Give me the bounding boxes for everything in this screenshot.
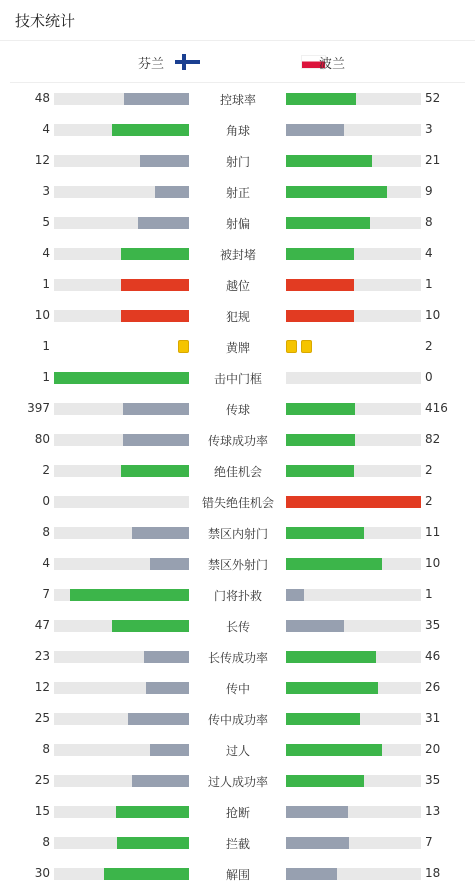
away-bar-track (286, 620, 421, 632)
home-bar-track (54, 527, 189, 539)
stat-label: 传中成功率 (207, 713, 268, 727)
home-bar-fill (116, 806, 189, 818)
home-bar-track (54, 155, 189, 167)
away-bar-fill (286, 806, 348, 818)
stat-row (0, 548, 475, 579)
away-value: 26 (425, 680, 441, 694)
away-bar-track (286, 651, 421, 663)
home-value: 1 (42, 339, 50, 353)
stat-row (0, 858, 475, 889)
home-value: 23 (34, 649, 50, 663)
away-bar-fill (286, 589, 304, 601)
away-value: 82 (425, 432, 441, 446)
stat-label: 抢断 (225, 806, 250, 820)
home-value: 0 (42, 494, 50, 508)
home-bar-fill (123, 403, 189, 415)
home-bar-fill (121, 310, 189, 322)
home-bar-track (54, 465, 189, 477)
away-bar-fill (286, 837, 349, 849)
home-bar-track (54, 558, 189, 570)
away-bar-fill (286, 744, 382, 756)
away-value: 13 (425, 804, 441, 818)
home-value: 1 (42, 277, 50, 291)
home-value: 7 (42, 587, 50, 601)
away-value: 2 (425, 494, 433, 508)
away-bar-fill (286, 465, 354, 477)
away-bar-fill (286, 93, 356, 105)
away-bar-fill (286, 868, 337, 880)
home-bar-track (54, 403, 189, 415)
away-bar-track (286, 806, 421, 818)
home-value: 8 (42, 835, 50, 849)
home-bar-track (54, 713, 189, 725)
home-bar-fill (132, 775, 189, 787)
away-value: 52 (425, 91, 441, 105)
home-value: 8 (42, 525, 50, 539)
away-value: 7 (425, 835, 433, 849)
home-bar-fill (138, 217, 189, 229)
section-header (0, 0, 475, 41)
away-bar-fill (286, 713, 360, 725)
home-bar-fill (132, 527, 189, 539)
away-bar-track (286, 155, 421, 167)
away-value: 35 (425, 773, 441, 787)
home-bar-track (54, 372, 189, 384)
away-bar-track (286, 279, 421, 291)
home-bar-fill (124, 93, 189, 105)
stat-row (0, 610, 475, 641)
away-bar-fill (286, 620, 344, 632)
home-value: 1 (42, 370, 50, 384)
teams-header (10, 41, 465, 83)
home-bar-track (54, 124, 189, 136)
stat-label: 击中门框 (213, 372, 262, 386)
away-bar-track (286, 465, 421, 477)
stat-row (0, 238, 475, 269)
away-bar-fill (286, 155, 372, 167)
away-value: 31 (425, 711, 441, 725)
home-value: 15 (34, 804, 50, 818)
home-bar-track (54, 744, 189, 756)
stat-label: 禁区外射门 (207, 558, 268, 572)
stat-row (0, 207, 475, 238)
home-value: 8 (42, 742, 50, 756)
away-bar-track (286, 496, 421, 508)
away-bar-track (286, 868, 421, 880)
away-value: 11 (425, 525, 441, 539)
home-value: 12 (34, 680, 50, 694)
away-bar-fill (286, 775, 364, 787)
away-value: 10 (425, 308, 441, 322)
home-value: 4 (42, 556, 50, 570)
home-yellow-cards (174, 340, 189, 353)
yellow-card-icon (178, 340, 189, 353)
away-value: 46 (425, 649, 441, 663)
away-bar-track (286, 310, 421, 322)
stat-label: 被封堵 (219, 248, 256, 262)
stat-label: 过人成功率 (207, 775, 268, 789)
stat-row (0, 765, 475, 796)
stat-row (0, 331, 475, 362)
stat-label: 禁区内射门 (207, 527, 268, 541)
away-value: 10 (425, 556, 441, 570)
away-value: 2 (425, 463, 433, 477)
away-value: 21 (425, 153, 441, 167)
away-bar-fill (286, 186, 387, 198)
away-value: 1 (425, 277, 433, 291)
stat-row (0, 114, 475, 145)
away-bar-track (286, 775, 421, 787)
home-bar-fill (146, 682, 189, 694)
stat-label: 绝佳机会 (213, 465, 262, 479)
home-bar-fill (54, 372, 189, 384)
home-bar-fill (140, 155, 189, 167)
stat-label: 越位 (225, 279, 250, 293)
stat-label: 过人 (225, 744, 250, 758)
home-bar-track (54, 589, 189, 601)
away-bar-track (286, 434, 421, 446)
stat-row (0, 796, 475, 827)
finland-flag-icon (175, 54, 200, 70)
home-bar-fill (112, 620, 189, 632)
stat-label: 传球成功率 (207, 434, 268, 448)
stat-row (0, 827, 475, 858)
away-bar-fill (286, 682, 378, 694)
home-value: 48 (34, 91, 50, 105)
home-bar-track (54, 217, 189, 229)
away-bar-fill (286, 279, 354, 291)
home-bar-fill (121, 248, 189, 260)
home-bar-track (54, 93, 189, 105)
stat-row (0, 579, 475, 610)
away-bar-fill (286, 403, 355, 415)
stat-label: 射正 (225, 186, 250, 200)
away-bar-fill (286, 434, 355, 446)
away-bar-fill (286, 496, 421, 508)
home-bar-fill (128, 713, 189, 725)
stat-row (0, 145, 475, 176)
away-value: 18 (425, 866, 441, 880)
stat-label: 黄牌 (225, 341, 250, 355)
home-value: 2 (42, 463, 50, 477)
away-bar-fill (286, 651, 376, 663)
home-value: 25 (34, 711, 50, 725)
home-value: 3 (42, 184, 50, 198)
stat-label: 传中 (225, 682, 250, 696)
home-bar-track (54, 806, 189, 818)
stat-row (0, 672, 475, 703)
home-bar-track (54, 837, 189, 849)
stat-label: 射偏 (225, 217, 250, 231)
away-bar-fill (286, 217, 370, 229)
home-bar-fill (123, 434, 189, 446)
away-bar-fill (286, 248, 354, 260)
home-bar-fill (155, 186, 189, 198)
home-value: 25 (34, 773, 50, 787)
stat-row (0, 269, 475, 300)
home-team-name: 芬兰 (138, 57, 165, 72)
home-bar-fill (121, 465, 189, 477)
home-bar-track (54, 651, 189, 663)
home-bar-track (54, 248, 189, 260)
stat-label: 角球 (225, 124, 250, 138)
stat-label: 控球率 (219, 93, 256, 107)
away-value: 1 (425, 587, 433, 601)
stat-row (0, 176, 475, 207)
away-bar-track (286, 744, 421, 756)
away-bar-fill (286, 310, 354, 322)
away-bar-fill (286, 124, 344, 136)
home-bar-fill (117, 837, 189, 849)
home-bar-fill (70, 589, 189, 601)
stat-row (0, 734, 475, 765)
away-bar-fill (286, 527, 364, 539)
stat-row (0, 517, 475, 548)
home-value: 47 (34, 618, 50, 632)
stat-row (0, 362, 475, 393)
home-value: 397 (27, 401, 50, 415)
home-value: 10 (34, 308, 50, 322)
home-value: 30 (34, 866, 50, 880)
stat-row (0, 486, 475, 517)
home-bar-fill (104, 868, 189, 880)
stat-row (0, 300, 475, 331)
home-value: 12 (34, 153, 50, 167)
away-value: 2 (425, 339, 433, 353)
stat-row (0, 83, 475, 114)
home-bar-fill (112, 124, 189, 136)
home-bar-track (54, 620, 189, 632)
home-value: 4 (42, 122, 50, 136)
stat-row (0, 641, 475, 672)
yellow-card-icon (286, 340, 297, 353)
home-value: 5 (42, 215, 50, 229)
page-title: 技术统计 (15, 12, 76, 30)
stat-label: 拦截 (225, 837, 250, 851)
home-bar-track (54, 496, 189, 508)
away-bar-track (286, 372, 421, 384)
home-value: 80 (34, 432, 50, 446)
away-value: 3 (425, 122, 433, 136)
stat-row (0, 703, 475, 734)
home-bar-fill (121, 279, 189, 291)
away-value: 8 (425, 215, 433, 229)
yellow-card-icon (301, 340, 312, 353)
away-bar-track (286, 93, 421, 105)
stat-label: 长传成功率 (207, 651, 268, 665)
home-bar-fill (150, 558, 189, 570)
away-value: 35 (425, 618, 441, 632)
away-value: 0 (425, 370, 433, 384)
stat-row (0, 424, 475, 455)
stat-label: 犯规 (225, 310, 250, 324)
stat-label: 门将扑救 (213, 589, 262, 603)
away-bar-track (286, 589, 421, 601)
away-value: 9 (425, 184, 433, 198)
stat-label: 错失绝佳机会 (201, 496, 274, 510)
home-bar-track (54, 310, 189, 322)
home-value: 4 (42, 246, 50, 260)
away-bar-track (286, 217, 421, 229)
away-bar-track (286, 558, 421, 570)
stat-label: 射门 (225, 155, 250, 169)
away-team-name: 波兰 (319, 57, 346, 72)
away-bar-track (286, 248, 421, 260)
home-bar-track (54, 279, 189, 291)
away-bar-track (286, 713, 421, 725)
away-value: 416 (425, 401, 448, 415)
flag-cross-horizontal (175, 60, 200, 64)
away-bar-track (286, 527, 421, 539)
home-bar-track (54, 775, 189, 787)
away-yellow-cards (286, 340, 316, 353)
stat-label: 解围 (225, 868, 250, 882)
home-bar-track (54, 682, 189, 694)
home-bar-track (54, 186, 189, 198)
home-bar-fill (144, 651, 189, 663)
away-bar-track (286, 837, 421, 849)
away-bar-track (286, 186, 421, 198)
stat-label: 传球 (225, 403, 250, 417)
home-bar-fill (150, 744, 189, 756)
home-bar-track (54, 434, 189, 446)
away-bar-track (286, 124, 421, 136)
stat-row (0, 393, 475, 424)
away-bar-track (286, 403, 421, 415)
home-bar-track (54, 868, 189, 880)
away-value: 4 (425, 246, 433, 260)
away-bar-track (286, 682, 421, 694)
away-bar-fill (286, 558, 382, 570)
stat-label: 长传 (225, 620, 250, 634)
stat-row (0, 455, 475, 486)
away-value: 20 (425, 742, 441, 756)
